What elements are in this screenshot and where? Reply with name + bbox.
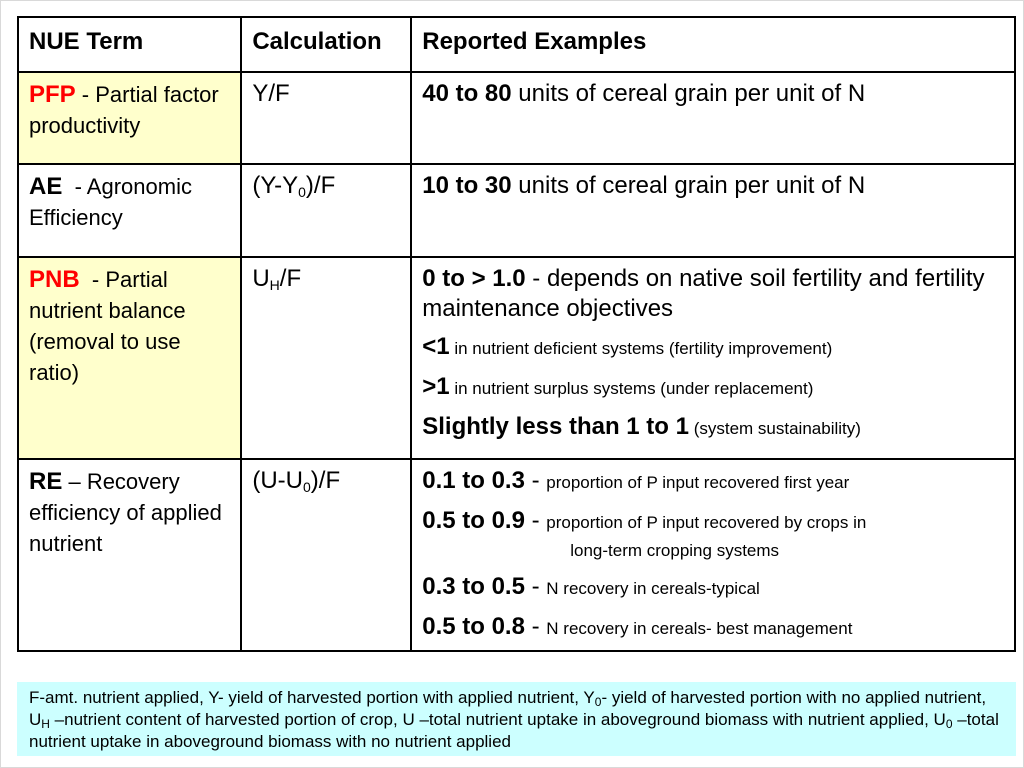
example-range: 0.1 to 0.3	[422, 467, 525, 494]
calc-cell-pfp	[241, 72, 411, 164]
calc-cell-ae	[241, 164, 411, 257]
term-abbr-re: RE	[29, 468, 63, 495]
table-row-pnb	[18, 257, 1015, 459]
calc-ae-sub: 0	[298, 184, 306, 200]
calc-re-pre: (U-U	[252, 467, 303, 494]
calc-pnb-pre: U	[252, 265, 270, 292]
example-line	[422, 264, 1004, 324]
term-cell-pnb	[18, 257, 241, 459]
term-sep-ae: -	[62, 174, 87, 199]
header-row	[18, 17, 1015, 72]
examples-cell-re	[411, 459, 1015, 651]
example-line	[422, 171, 1004, 201]
example-range: 10 to 30	[422, 172, 512, 199]
example-range: 40 to 80	[422, 80, 512, 107]
table-row-re	[18, 459, 1015, 651]
footnote-sub-3: 0	[945, 717, 953, 731]
example-line	[422, 506, 1004, 538]
calc-re-sub: 0	[302, 479, 311, 495]
term-cell-re	[18, 459, 241, 651]
calc-pnb-post: /F	[279, 265, 302, 292]
header-reported-examples: Reported Examples	[411, 17, 1015, 72]
example-line	[422, 412, 1004, 444]
example-line	[422, 466, 1004, 498]
example-dash: -	[524, 507, 547, 534]
example-note: (system sustainability)	[688, 419, 861, 438]
example-range: 0.5 to 0.8	[422, 613, 525, 640]
term-desc-pnb: Partial nutrient balance (removal to use ratio)	[29, 267, 186, 385]
footnote-text-2: - yield of harvested portion with no applied nutrient, U	[29, 688, 987, 729]
term-abbr-pnb: PNB	[29, 266, 80, 293]
example-note: proportion of P input recovered first year	[546, 473, 850, 492]
example-note: N recovery in cereals-typical	[546, 579, 760, 598]
example-note: in nutrient deficient systems (fertility improvement)	[449, 339, 833, 358]
term-desc-ae: Agronomic Efficiency	[29, 174, 192, 230]
calc-ae-post: )/F	[305, 172, 336, 199]
example-text: units of cereal grain per unit of N	[511, 172, 866, 199]
table-row-pfp	[18, 72, 1015, 164]
term-abbr-pfp: PFP	[29, 81, 76, 108]
footnote-box	[17, 682, 1016, 756]
example-range: 0.3 to 0.5	[422, 573, 525, 600]
calc-pnb-sub: H	[269, 277, 280, 293]
example-continuation: long-term cropping systems	[570, 541, 780, 560]
example-text: units of cereal grain per unit of N	[511, 80, 866, 107]
example-dash: -	[524, 613, 547, 640]
example-line	[422, 332, 1004, 364]
term-desc-pfp: Partial factor productivity	[29, 82, 219, 138]
term-cell-pfp	[18, 72, 241, 164]
example-line	[422, 612, 1004, 644]
term-sep-pfp: -	[75, 82, 96, 107]
example-line	[422, 572, 1004, 604]
term-desc-re: Recovery efficiency of applied nutrient	[29, 469, 222, 556]
example-dash: -	[524, 573, 547, 600]
calc-pfp: Y/F	[252, 80, 290, 107]
calc-cell-pnb	[241, 257, 411, 459]
calc-re-post: )/F	[310, 467, 341, 494]
term-sep-re: –	[62, 469, 87, 494]
term-cell-ae	[18, 164, 241, 257]
calc-cell-re	[241, 459, 411, 651]
example-range: >1	[422, 373, 450, 400]
footnote-sub-2: H	[41, 717, 50, 731]
example-line	[422, 79, 1004, 109]
example-note: in nutrient surplus systems (under replacement)	[449, 379, 814, 398]
examples-cell-pfp	[411, 72, 1015, 164]
example-line	[422, 372, 1004, 404]
example-note: N recovery in cereals- best management	[546, 619, 853, 638]
example-dash: -	[524, 467, 547, 494]
example-note: proportion of P input recovered by crops in	[546, 513, 867, 532]
footnote-text-1: F-amt. nutrient applied, Y- yield of harvested portion with applied nutrient, Y	[29, 688, 595, 707]
footnote-text-3: –nutrient content of harvested portion of crop, U –total nutrient uptake in aboveground biomass with nutrient applied, U	[49, 710, 946, 729]
table-row-ae	[18, 164, 1015, 257]
example-range: <1	[422, 333, 450, 360]
example-range: Slightly less than 1 to 1	[422, 413, 689, 440]
header-calculation: Calculation	[241, 17, 411, 72]
term-abbr-ae: AE	[29, 173, 63, 200]
nue-table	[17, 16, 1016, 652]
example-range: 0.5 to 0.9	[422, 507, 525, 534]
example-text: - depends on native soil fertility and fertility maintenance objectives	[422, 265, 985, 322]
examples-cell-ae	[411, 164, 1015, 257]
footnote-sub-1: 0	[594, 695, 602, 709]
footnote-text-4: –total nutrient uptake in aboveground biomass with no nutrient applied	[29, 710, 999, 751]
example-range: 0 to > 1.0	[422, 265, 526, 292]
term-sep-pnb: -	[79, 267, 106, 292]
header-nue-term: NUE Term	[18, 17, 241, 72]
examples-cell-pnb	[411, 257, 1015, 459]
calc-ae-pre: (Y-Y	[252, 172, 299, 199]
